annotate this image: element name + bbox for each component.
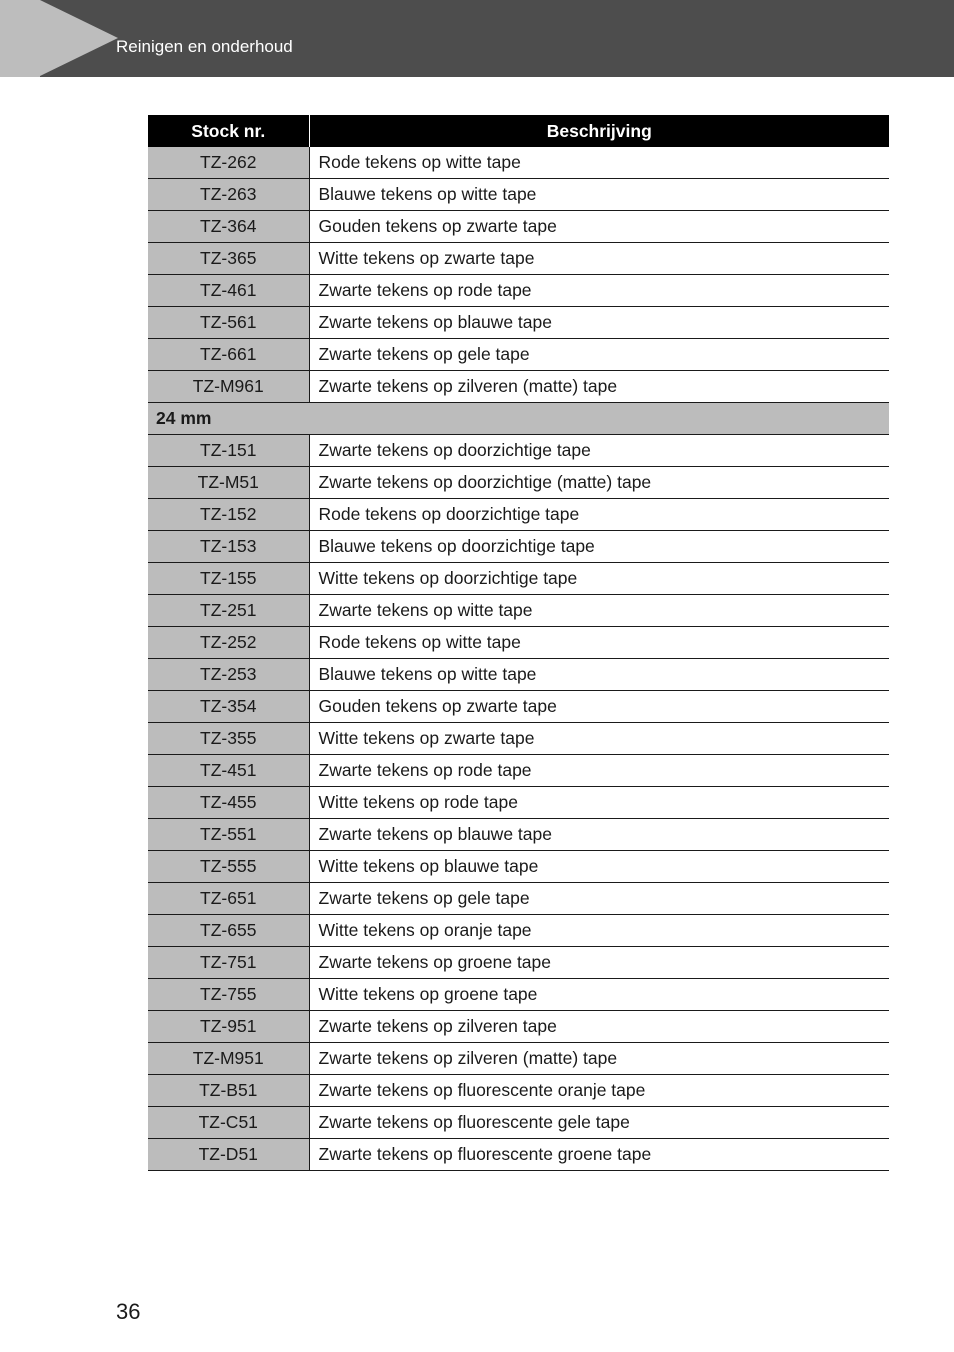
table-header-row xyxy=(148,115,889,147)
stock-number-cell: TZ-253 xyxy=(148,659,309,691)
stock-number-cell: TZ-354 xyxy=(148,691,309,723)
table-row xyxy=(148,179,889,211)
stock-number-cell: TZ-155 xyxy=(148,563,309,595)
table-row xyxy=(148,243,889,275)
description-cell: Zwarte tekens op groene tape xyxy=(309,947,889,979)
description-cell: Witte tekens op zwarte tape xyxy=(309,243,889,275)
header-tab-marker xyxy=(0,0,40,77)
stock-number-cell: TZ-555 xyxy=(148,851,309,883)
table-row xyxy=(148,371,889,403)
table-row xyxy=(148,851,889,883)
description-cell: Witte tekens op rode tape xyxy=(309,787,889,819)
stock-number-cell: TZ-451 xyxy=(148,755,309,787)
table-row xyxy=(148,755,889,787)
description-cell: Zwarte tekens op blauwe tape xyxy=(309,307,889,339)
table-row xyxy=(148,467,889,499)
table-row xyxy=(148,883,889,915)
description-cell: Zwarte tekens op zilveren tape xyxy=(309,1011,889,1043)
stock-number-cell: TZ-263 xyxy=(148,179,309,211)
table-row xyxy=(148,435,889,467)
table-row xyxy=(148,659,889,691)
column-header-stock-nr: Stock nr. xyxy=(148,115,309,147)
stock-number-cell: TZ-751 xyxy=(148,947,309,979)
table-row xyxy=(148,691,889,723)
description-cell: Gouden tekens op zwarte tape xyxy=(309,691,889,723)
stock-number-cell: TZ-661 xyxy=(148,339,309,371)
stock-number-cell: TZ-153 xyxy=(148,531,309,563)
stock-number-cell: TZ-551 xyxy=(148,819,309,851)
stock-number-cell: TZ-951 xyxy=(148,1011,309,1043)
table-row xyxy=(148,563,889,595)
description-cell: Gouden tekens op zwarte tape xyxy=(309,211,889,243)
description-cell: Zwarte tekens op fluorescente oranje tape xyxy=(309,1075,889,1107)
stock-number-cell: TZ-355 xyxy=(148,723,309,755)
description-cell: Witte tekens op groene tape xyxy=(309,979,889,1011)
description-cell: Blauwe tekens op doorzichtige tape xyxy=(309,531,889,563)
table-row xyxy=(148,339,889,371)
description-cell: Witte tekens op doorzichtige tape xyxy=(309,563,889,595)
column-header-description: Beschrijving xyxy=(309,115,889,147)
table-row xyxy=(148,947,889,979)
table-row xyxy=(148,1075,889,1107)
header-tab-arrow xyxy=(40,0,118,76)
description-cell: Zwarte tekens op zilveren (matte) tape xyxy=(309,371,889,403)
stock-number-cell: TZ-364 xyxy=(148,211,309,243)
description-cell: Rode tekens op doorzichtige tape xyxy=(309,499,889,531)
table-row xyxy=(148,723,889,755)
section-label: 24 mm xyxy=(148,403,889,435)
table-row xyxy=(148,979,889,1011)
table-row xyxy=(148,627,889,659)
stock-number-cell: TZ-251 xyxy=(148,595,309,627)
stock-number-cell: TZ-D51 xyxy=(148,1139,309,1171)
stock-number-cell: TZ-B51 xyxy=(148,1075,309,1107)
table-row xyxy=(148,307,889,339)
description-cell: Witte tekens op blauwe tape xyxy=(309,851,889,883)
description-cell: Zwarte tekens op blauwe tape xyxy=(309,819,889,851)
description-cell: Zwarte tekens op fluorescente groene tape xyxy=(309,1139,889,1171)
description-cell: Blauwe tekens op witte tape xyxy=(309,659,889,691)
description-cell: Witte tekens op oranje tape xyxy=(309,915,889,947)
description-cell: Zwarte tekens op gele tape xyxy=(309,339,889,371)
table-row xyxy=(148,1139,889,1171)
stock-number-cell: TZ-M51 xyxy=(148,467,309,499)
stock-number-cell: TZ-755 xyxy=(148,979,309,1011)
table-row xyxy=(148,1043,889,1075)
description-cell: Zwarte tekens op doorzichtige (matte) tape xyxy=(309,467,889,499)
table-row xyxy=(148,147,889,179)
table-row xyxy=(148,1011,889,1043)
table-row xyxy=(148,787,889,819)
table-row xyxy=(148,819,889,851)
stock-number-cell: TZ-M951 xyxy=(148,1043,309,1075)
section-row xyxy=(148,403,889,435)
stock-number-cell: TZ-651 xyxy=(148,883,309,915)
table-row xyxy=(148,211,889,243)
table-row xyxy=(148,275,889,307)
stock-number-cell: TZ-M961 xyxy=(148,371,309,403)
stock-number-cell: TZ-262 xyxy=(148,147,309,179)
description-cell: Rode tekens op witte tape xyxy=(309,147,889,179)
section-title: Reinigen en onderhoud xyxy=(116,37,293,56)
stock-number-cell: TZ-151 xyxy=(148,435,309,467)
table-row xyxy=(148,1107,889,1139)
stock-number-cell: TZ-C51 xyxy=(148,1107,309,1139)
table-row xyxy=(148,531,889,563)
description-cell: Witte tekens op zwarte tape xyxy=(309,723,889,755)
description-cell: Zwarte tekens op rode tape xyxy=(309,755,889,787)
stock-number-cell: TZ-461 xyxy=(148,275,309,307)
description-cell: Blauwe tekens op witte tape xyxy=(309,179,889,211)
description-cell: Zwarte tekens op witte tape xyxy=(309,595,889,627)
table-row xyxy=(148,915,889,947)
description-cell: Zwarte tekens op zilveren (matte) tape xyxy=(309,1043,889,1075)
page-number: 36 xyxy=(116,1299,141,1324)
stock-number-cell: TZ-365 xyxy=(148,243,309,275)
description-cell: Zwarte tekens op fluorescente gele tape xyxy=(309,1107,889,1139)
description-cell: Zwarte tekens op doorzichtige tape xyxy=(309,435,889,467)
stock-number-cell: TZ-655 xyxy=(148,915,309,947)
table-row xyxy=(148,499,889,531)
description-cell: Rode tekens op witte tape xyxy=(309,627,889,659)
description-cell: Zwarte tekens op rode tape xyxy=(309,275,889,307)
stock-number-cell: TZ-561 xyxy=(148,307,309,339)
table-row xyxy=(148,595,889,627)
stock-number-cell: TZ-152 xyxy=(148,499,309,531)
stock-number-cell: TZ-455 xyxy=(148,787,309,819)
stock-table xyxy=(148,115,889,1171)
description-cell: Zwarte tekens op gele tape xyxy=(309,883,889,915)
stock-number-cell: TZ-252 xyxy=(148,627,309,659)
